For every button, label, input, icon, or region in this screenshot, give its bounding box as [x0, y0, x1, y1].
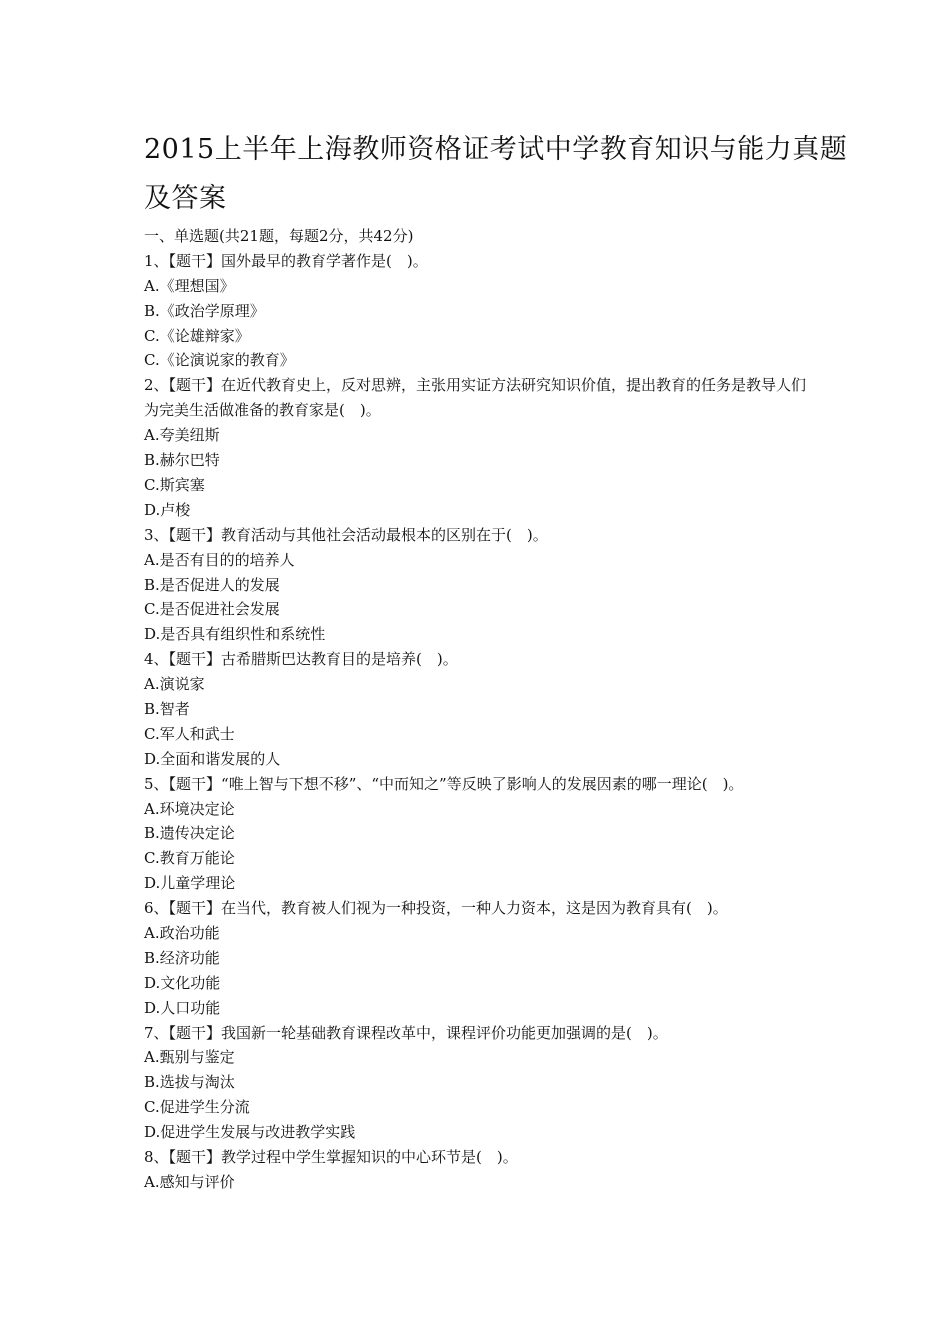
question-3-option-c: C.是否促进社会发展 — [144, 600, 280, 619]
question-3-option-b: B.是否促进人的发展 — [144, 575, 280, 594]
question-5-option-d: D.儿童学理论 — [144, 874, 236, 893]
question-2-option-d: D.卢梭 — [144, 500, 191, 519]
question-5-option-b: B.遗传决定论 — [144, 824, 235, 843]
question-6-stem: 6、【题干】在当代，教育被人们视为一种投资，一种人力资本，这是因为教育具有( )。 — [144, 899, 728, 918]
question-2-option-a: A.夸美纽斯 — [144, 426, 220, 445]
question-6-option-d: D.人口功能 — [144, 998, 221, 1017]
question-2-option-b: B.赫尔巴特 — [144, 451, 220, 470]
question-5-stem: 5、【题干】“唯上智与下想不移”、“中而知之”等反映了影响人的发展因素的哪一理论( )。 — [144, 774, 744, 793]
question-1-stem: 1、【题干】国外最早的教育学著作是( )。 — [144, 251, 428, 270]
question-6-option-c: D.文化功能 — [144, 973, 221, 992]
question-8-option-a: A.感知与评价 — [144, 1172, 235, 1191]
question-8-stem: 8、【题干】教学过程中学生掌握知识的中心环节是( )。 — [144, 1148, 518, 1166]
question-5-option-c: C.教育万能论 — [144, 849, 235, 868]
question-3-option-a: A.是否有目的的培养人 — [144, 550, 295, 569]
question-1-option-a: A.《理想国》 — [144, 276, 235, 295]
question-1-option-b: B.《政治学原理》 — [144, 301, 265, 320]
question-6-option-b: B.经济功能 — [144, 948, 220, 967]
question-7-option-d: D.促进学生发展与改进教学实践 — [144, 1123, 356, 1142]
question-1-option-c: C.《论雄辩家》 — [144, 326, 250, 345]
question-7-option-c: C.促进学生分流 — [144, 1098, 250, 1117]
question-7-option-a: A.甄别与鉴定 — [144, 1048, 235, 1067]
question-3-stem: 3、【题干】教育活动与其他社会活动最根本的区别在于( )。 — [144, 525, 548, 544]
question-2-stem: 2、【题干】在近代教育史上，反对思辨，主张用实证方法研究知识价值，提出教育的任务是教导人们为完美生活做准备的教育家是( )。 — [144, 376, 807, 420]
question-7-stem: 7、【题干】我国新一轮基础教育课程改革中，课程评价功能更加强调的是( )。 — [144, 1023, 668, 1042]
question-2-option-c: C.斯宾塞 — [144, 475, 205, 494]
section-header: 一、单选题(共21题，每题2分，共42分) — [144, 227, 414, 245]
question-7-option-b: B.选拔与淘汰 — [144, 1073, 235, 1092]
question-4-stem: 4、【题干】古希腊斯巴达教育目的是培养( )。 — [144, 650, 458, 669]
question-3-option-d: D.是否具有组织性和系统性 — [144, 625, 326, 644]
question-6-option-a: A.政治功能 — [144, 923, 220, 942]
question-4-option-c: C.军人和武士 — [144, 724, 235, 743]
question-5-option-a: A.环境决定论 — [144, 799, 235, 818]
question-4-option-d: D.全面和谐发展的人 — [144, 749, 281, 768]
question-4-option-b: B.智者 — [144, 699, 190, 718]
question-1-option-d: C.《论演说家的教育》 — [144, 351, 295, 370]
document-title-line-1: 2015上半年上海教师资格证考试中学教育知识与能力真题 — [144, 134, 848, 165]
document-title-line-2: 及答案 — [144, 183, 227, 214]
document-body — [144, 224, 820, 1195]
question-4-option-a: A.演说家 — [144, 675, 205, 694]
